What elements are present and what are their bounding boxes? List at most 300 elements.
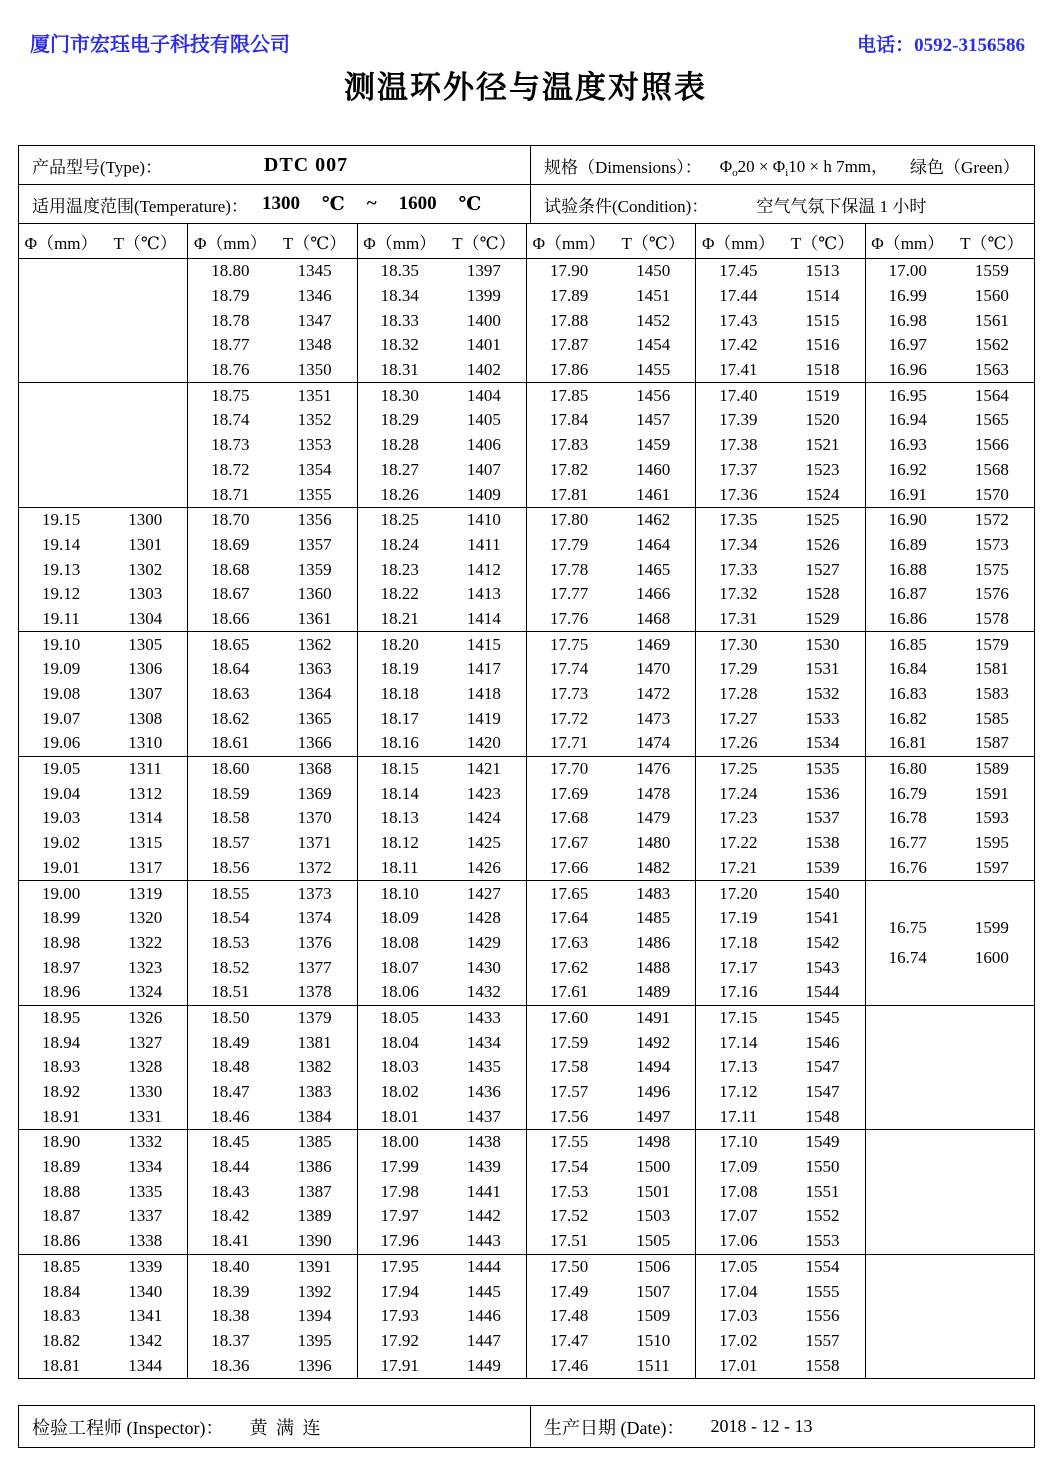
temperature-value: 1536	[805, 783, 840, 803]
pair-cell	[358, 383, 527, 506]
value-row	[188, 533, 356, 558]
diameter-value: 18.44	[211, 1157, 250, 1177]
diameter-value: 17.01	[719, 1355, 758, 1375]
temperature-value: 1374	[297, 908, 332, 928]
diameter-value: 17.77	[549, 584, 589, 604]
pair-cell	[696, 508, 865, 631]
value-row	[19, 458, 187, 483]
diameter-value: 18.25	[380, 510, 419, 530]
diameter-value: 17.03	[719, 1306, 758, 1326]
diameter-value: 18.45	[211, 1132, 250, 1152]
value-row	[866, 1006, 1034, 1031]
temperature-value: 1441	[466, 1181, 501, 1201]
pair-cell	[358, 1255, 527, 1378]
value-row	[19, 1353, 187, 1378]
value-row	[188, 508, 356, 533]
diameter-value: 19.12	[41, 584, 81, 604]
value-row	[358, 781, 526, 806]
temperature-value: 1548	[805, 1106, 840, 1126]
value-row	[527, 1229, 695, 1254]
temperature-value: 1410	[466, 510, 501, 530]
value-row	[527, 1255, 695, 1280]
value-row	[527, 557, 695, 582]
diameter-value: 17.53	[549, 1181, 589, 1201]
value-row	[696, 1104, 864, 1129]
value-row	[527, 433, 695, 458]
value-row	[19, 931, 187, 956]
diameter-value: 17.20	[719, 883, 758, 903]
temperature-value: 1387	[297, 1181, 332, 1201]
temperature-value: 1449	[466, 1355, 501, 1375]
pair-header	[527, 224, 696, 258]
diameter-value: 18.27	[380, 459, 419, 479]
diameter-value: 18.89	[41, 1157, 81, 1177]
diameter-value: 17.06	[719, 1231, 758, 1251]
pair-cell	[188, 1255, 357, 1378]
pair-cell	[696, 1006, 865, 1129]
value-row	[696, 731, 864, 756]
pair-cell	[19, 508, 188, 631]
diameter-column-header: Φ（mm）	[701, 233, 775, 253]
temperature-value: 1480	[636, 833, 671, 853]
diameter-value: 16.98	[888, 310, 927, 330]
value-row	[696, 333, 864, 358]
value-row	[866, 943, 1034, 973]
info-row-2	[19, 185, 1034, 224]
temperature-value: 1538	[805, 833, 840, 853]
temperature-value: 1425	[466, 833, 501, 853]
temperature-value: 1434	[466, 1032, 501, 1052]
temperature-value: 1469	[636, 634, 671, 654]
temperature-column-header: T（℃）	[113, 233, 177, 253]
temperature-value: 1452	[636, 310, 671, 330]
temperature-value: 1450	[636, 261, 671, 281]
temperature-value: 1320	[128, 908, 163, 928]
dims-rest: 10 × h 7mm，	[788, 156, 889, 176]
diameter-value: 17.99	[380, 1157, 419, 1177]
value-row	[527, 333, 695, 358]
diameter-value: 18.01	[380, 1106, 419, 1126]
value-row	[19, 582, 187, 607]
value-row	[358, 731, 526, 756]
diameter-value: 17.14	[719, 1032, 758, 1052]
value-row	[19, 1104, 187, 1129]
pair-cell	[866, 259, 1034, 382]
value-row	[188, 1229, 356, 1254]
diameter-value: 17.75	[549, 634, 589, 654]
temperature-value: 1575	[974, 559, 1009, 579]
temperature-value: 1445	[466, 1281, 501, 1301]
value-row	[19, 607, 187, 632]
diameter-value: 18.49	[211, 1032, 250, 1052]
diameter-value: 17.33	[719, 559, 758, 579]
value-row	[527, 806, 695, 831]
temperature-value: 1447	[466, 1330, 501, 1350]
value-row	[866, 582, 1034, 607]
diameter-value: 17.25	[719, 759, 758, 779]
temperature-value: 1461	[636, 484, 671, 504]
temperature-value: 1326	[128, 1007, 163, 1027]
diameter-value: 17.41	[719, 360, 758, 380]
value-row	[188, 607, 356, 632]
value-row	[19, 906, 187, 931]
value-row	[19, 831, 187, 856]
temperature-value: 1553	[805, 1231, 840, 1251]
value-row	[696, 1006, 864, 1031]
value-row	[866, 632, 1034, 657]
pair-cell	[358, 881, 527, 1004]
diameter-value: 17.54	[549, 1157, 589, 1177]
temperature-value: 1566	[974, 435, 1009, 455]
value-row	[696, 284, 864, 309]
diameter-value: 18.98	[41, 932, 81, 952]
value-row	[866, 358, 1034, 383]
value-row	[358, 433, 526, 458]
value-row	[188, 284, 356, 309]
temperature-column-header: T（℃）	[452, 233, 516, 253]
value-row	[188, 1304, 356, 1329]
temperature-value: 1342	[128, 1330, 163, 1350]
temperature-value: 1462	[636, 510, 671, 530]
value-row	[866, 1080, 1034, 1105]
diameter-value: 17.24	[719, 783, 758, 803]
value-row	[19, 757, 187, 782]
value-row	[527, 1155, 695, 1180]
value-row	[866, 806, 1034, 831]
diameter-value: 17.79	[549, 534, 589, 554]
value-row	[358, 358, 526, 383]
value-row	[696, 831, 864, 856]
value-row	[866, 1229, 1034, 1254]
diameter-value: 18.74	[211, 410, 250, 430]
value-row	[696, 955, 864, 980]
value-row	[358, 1229, 526, 1254]
temperature-value: 1360	[297, 584, 332, 604]
diameter-value: 17.02	[719, 1330, 758, 1350]
diameter-value: 18.03	[380, 1057, 419, 1077]
temperature-value: 1496	[636, 1082, 671, 1102]
temperature-value: 1465	[636, 559, 671, 579]
value-row	[188, 657, 356, 682]
temperature-value: 1389	[297, 1206, 332, 1226]
diameter-value: 18.48	[211, 1057, 250, 1077]
diameter-value: 17.11	[719, 1106, 758, 1126]
value-row	[866, 383, 1034, 408]
pair-cell	[527, 259, 696, 382]
temperature-value: 1394	[297, 1306, 332, 1326]
value-row	[696, 458, 864, 483]
temperature-value: 1523	[805, 459, 840, 479]
temperature-value: 1423	[466, 783, 501, 803]
diameter-value: 18.43	[211, 1181, 250, 1201]
value-row	[696, 781, 864, 806]
value-row	[358, 1055, 526, 1080]
temperature-value: 1479	[636, 808, 671, 828]
value-row	[358, 632, 526, 657]
value-row	[866, 657, 1034, 682]
pair-cell	[696, 1255, 865, 1378]
temperature-value: 1414	[466, 608, 501, 628]
temperature-value: 1451	[636, 286, 671, 306]
value-row	[866, 731, 1034, 756]
value-row	[696, 1204, 864, 1229]
value-row	[358, 757, 526, 782]
temperature-value: 1443	[466, 1231, 501, 1251]
temperature-value: 1444	[466, 1256, 501, 1276]
temperature-value: 1492	[636, 1032, 671, 1052]
diameter-value: 18.40	[211, 1256, 250, 1276]
value-row	[527, 682, 695, 707]
diameter-value: 16.91	[888, 484, 927, 504]
temperature-value: 1491	[636, 1007, 671, 1027]
phone-number: 0592-3156586	[914, 35, 1025, 56]
diameter-value: 18.61	[211, 733, 250, 753]
value-row	[866, 1179, 1034, 1204]
diameter-value: 17.30	[719, 634, 758, 654]
diameter-value: 19.10	[41, 634, 81, 654]
value-row	[527, 632, 695, 657]
pair-cell	[19, 881, 188, 1004]
pair-cell	[188, 259, 357, 382]
pair-header	[696, 224, 865, 258]
temperature-value: 1404	[466, 385, 501, 405]
diameter-value: 17.19	[719, 908, 758, 928]
diameter-value: 17.28	[719, 684, 758, 704]
diameter-value: 17.86	[549, 360, 589, 380]
temperature-value: 1537	[805, 808, 840, 828]
temperature-value: 1547	[805, 1057, 840, 1077]
value-row	[19, 1279, 187, 1304]
temperature-value: 1385	[297, 1132, 332, 1152]
temperature-value: 1576	[974, 584, 1009, 604]
pair-cell	[866, 1006, 1034, 1129]
temperature-value: 1478	[636, 783, 671, 803]
temperature-value: 1345	[297, 261, 332, 281]
diameter-value: 16.92	[888, 459, 927, 479]
diameter-value: 18.52	[211, 957, 250, 977]
value-row	[358, 408, 526, 433]
page-title: 测温环外径与温度对照表	[344, 70, 707, 105]
value-row	[188, 682, 356, 707]
value-row	[696, 1155, 864, 1180]
diameter-column-header: Φ（mm）	[193, 233, 267, 253]
value-row	[19, 408, 187, 433]
diameter-value: 18.00	[380, 1132, 419, 1152]
value-row	[696, 582, 864, 607]
value-row	[188, 408, 356, 433]
pair-cell	[19, 259, 188, 382]
diameter-value: 18.91	[41, 1106, 81, 1126]
pair-cell	[188, 508, 357, 631]
diameter-value: 19.05	[41, 759, 81, 779]
diameter-value: 16.78	[888, 808, 927, 828]
diameter-value: 17.15	[719, 1007, 758, 1027]
value-row	[866, 1055, 1034, 1080]
diameter-value: 18.72	[211, 459, 250, 479]
value-row	[696, 1304, 864, 1329]
row-block	[19, 383, 1034, 507]
diameter-value: 17.27	[719, 708, 758, 728]
pair-cell	[358, 1006, 527, 1129]
diameter-value: 17.98	[380, 1181, 419, 1201]
pair-cell	[696, 632, 865, 755]
diameter-value: 18.64	[211, 659, 250, 679]
diameter-value: 18.69	[211, 534, 250, 554]
temperature-value: 1525	[805, 510, 840, 530]
value-row	[19, 482, 187, 507]
diameter-value: 17.59	[549, 1032, 589, 1052]
diameter-value: 16.74	[888, 947, 927, 967]
value-row	[358, 706, 526, 731]
temperature-value: 1390	[297, 1231, 332, 1251]
temperature-value: 1573	[974, 534, 1009, 554]
diameter-value: 18.04	[380, 1032, 419, 1052]
value-row	[188, 259, 356, 284]
diameter-value: 18.29	[380, 410, 419, 430]
value-row	[866, 607, 1034, 632]
diameter-value: 17.83	[549, 435, 589, 455]
value-row	[866, 1304, 1034, 1329]
temperature-value: 1561	[974, 310, 1009, 330]
diameter-value: 16.87	[888, 584, 927, 604]
pair-cell	[527, 1006, 696, 1129]
temperature-value: 1328	[128, 1057, 163, 1077]
diameter-value: 18.62	[211, 708, 250, 728]
temperature-value: 1563	[974, 360, 1009, 380]
temperature-value: 1542	[805, 932, 840, 952]
diameter-value: 18.70	[211, 510, 250, 530]
temperature-value: 1379	[297, 1007, 332, 1027]
value-row	[358, 557, 526, 582]
pair-cell	[188, 757, 357, 880]
temperature-value: 1406	[466, 435, 501, 455]
value-row	[19, 955, 187, 980]
diameter-value: 18.87	[41, 1206, 81, 1226]
value-row	[19, 706, 187, 731]
temperature-value: 1581	[974, 659, 1009, 679]
value-row	[866, 557, 1034, 582]
value-row	[19, 1055, 187, 1080]
diameter-value: 17.49	[549, 1281, 589, 1301]
temperature-value: 1494	[636, 1057, 671, 1077]
diameter-value: 18.13	[380, 808, 419, 828]
value-row	[188, 557, 356, 582]
diameter-value: 17.39	[719, 410, 758, 430]
temperature-value: 1314	[128, 808, 163, 828]
diameter-value: 17.89	[549, 286, 589, 306]
temperature-value: 1455	[636, 360, 671, 380]
value-row	[696, 1279, 864, 1304]
temperature-value: 1304	[128, 608, 163, 628]
dimensions-value	[720, 152, 888, 179]
value-row	[188, 757, 356, 782]
value-row	[527, 1055, 695, 1080]
diameter-value: 19.01	[41, 857, 81, 877]
temperature-value: 1405	[466, 410, 501, 430]
temperature-value: 1524	[805, 484, 840, 504]
temperature-value: 1300	[128, 510, 163, 530]
temperature-value: 1501	[636, 1181, 671, 1201]
temperature-column-header: T（℃）	[790, 233, 855, 253]
value-row	[696, 881, 864, 906]
value-row	[527, 757, 695, 782]
diameter-value: 16.81	[888, 733, 927, 753]
pair-cell	[527, 757, 696, 880]
temperature-value: 1346	[297, 286, 332, 306]
temperature-value: 1340	[128, 1281, 163, 1301]
value-row	[696, 806, 864, 831]
value-row	[527, 1006, 695, 1031]
diameter-value: 17.91	[380, 1355, 419, 1375]
value-row	[696, 1179, 864, 1204]
temperature-value: 1436	[466, 1082, 501, 1102]
diameter-value: 17.23	[719, 808, 758, 828]
diameter-value: 17.78	[549, 559, 589, 579]
value-row	[19, 557, 187, 582]
diameter-value: 18.57	[211, 833, 250, 853]
diameter-value: 16.94	[888, 410, 927, 430]
value-row	[188, 1279, 356, 1304]
temperature-value: 1530	[805, 634, 840, 654]
value-row	[527, 1204, 695, 1229]
temperature-value: 1589	[974, 759, 1009, 779]
temperature-value: 1474	[636, 733, 671, 753]
value-row	[358, 1353, 526, 1378]
temperature-value: 1412	[466, 559, 501, 579]
diameter-value: 17.35	[719, 510, 758, 530]
temperature-value: 1500	[636, 1157, 671, 1177]
pair-cell	[188, 881, 357, 1004]
value-row	[866, 682, 1034, 707]
value-row	[527, 980, 695, 1005]
value-row	[358, 931, 526, 956]
temperature-column-header: T（℃）	[960, 233, 1024, 253]
value-row	[527, 706, 695, 731]
value-row	[19, 1006, 187, 1031]
diameter-value: 17.84	[549, 410, 589, 430]
diameter-value: 18.96	[41, 982, 81, 1002]
temperature-value: 1365	[297, 708, 332, 728]
temperature-value: 1400	[466, 310, 501, 330]
temperature-value: 1402	[466, 360, 501, 380]
phone-label: 电话：	[857, 35, 915, 56]
value-row	[527, 1329, 695, 1354]
value-row	[527, 931, 695, 956]
temperature-value: 1432	[466, 982, 501, 1002]
pair-cell	[188, 1006, 357, 1129]
value-row	[188, 1179, 356, 1204]
value-row	[188, 980, 356, 1005]
diameter-value: 16.86	[888, 608, 927, 628]
temperature-value: 1497	[636, 1106, 671, 1126]
value-row	[696, 980, 864, 1005]
value-row	[866, 1279, 1034, 1304]
temperature-value: 1323	[128, 957, 163, 977]
temperature-value: 1550	[805, 1157, 840, 1177]
temperature-value: 1364	[297, 684, 332, 704]
value-row	[866, 1130, 1034, 1155]
temperature-value: 1386	[297, 1157, 332, 1177]
temperature-value: 1543	[805, 957, 840, 977]
diameter-value: 18.24	[380, 534, 419, 554]
diameter-value: 16.84	[888, 659, 927, 679]
value-row	[188, 458, 356, 483]
row-block	[19, 1255, 1034, 1378]
temperature-value: 1583	[974, 684, 1009, 704]
value-row	[696, 433, 864, 458]
diameter-value: 17.72	[549, 708, 589, 728]
value-row	[866, 1104, 1034, 1129]
